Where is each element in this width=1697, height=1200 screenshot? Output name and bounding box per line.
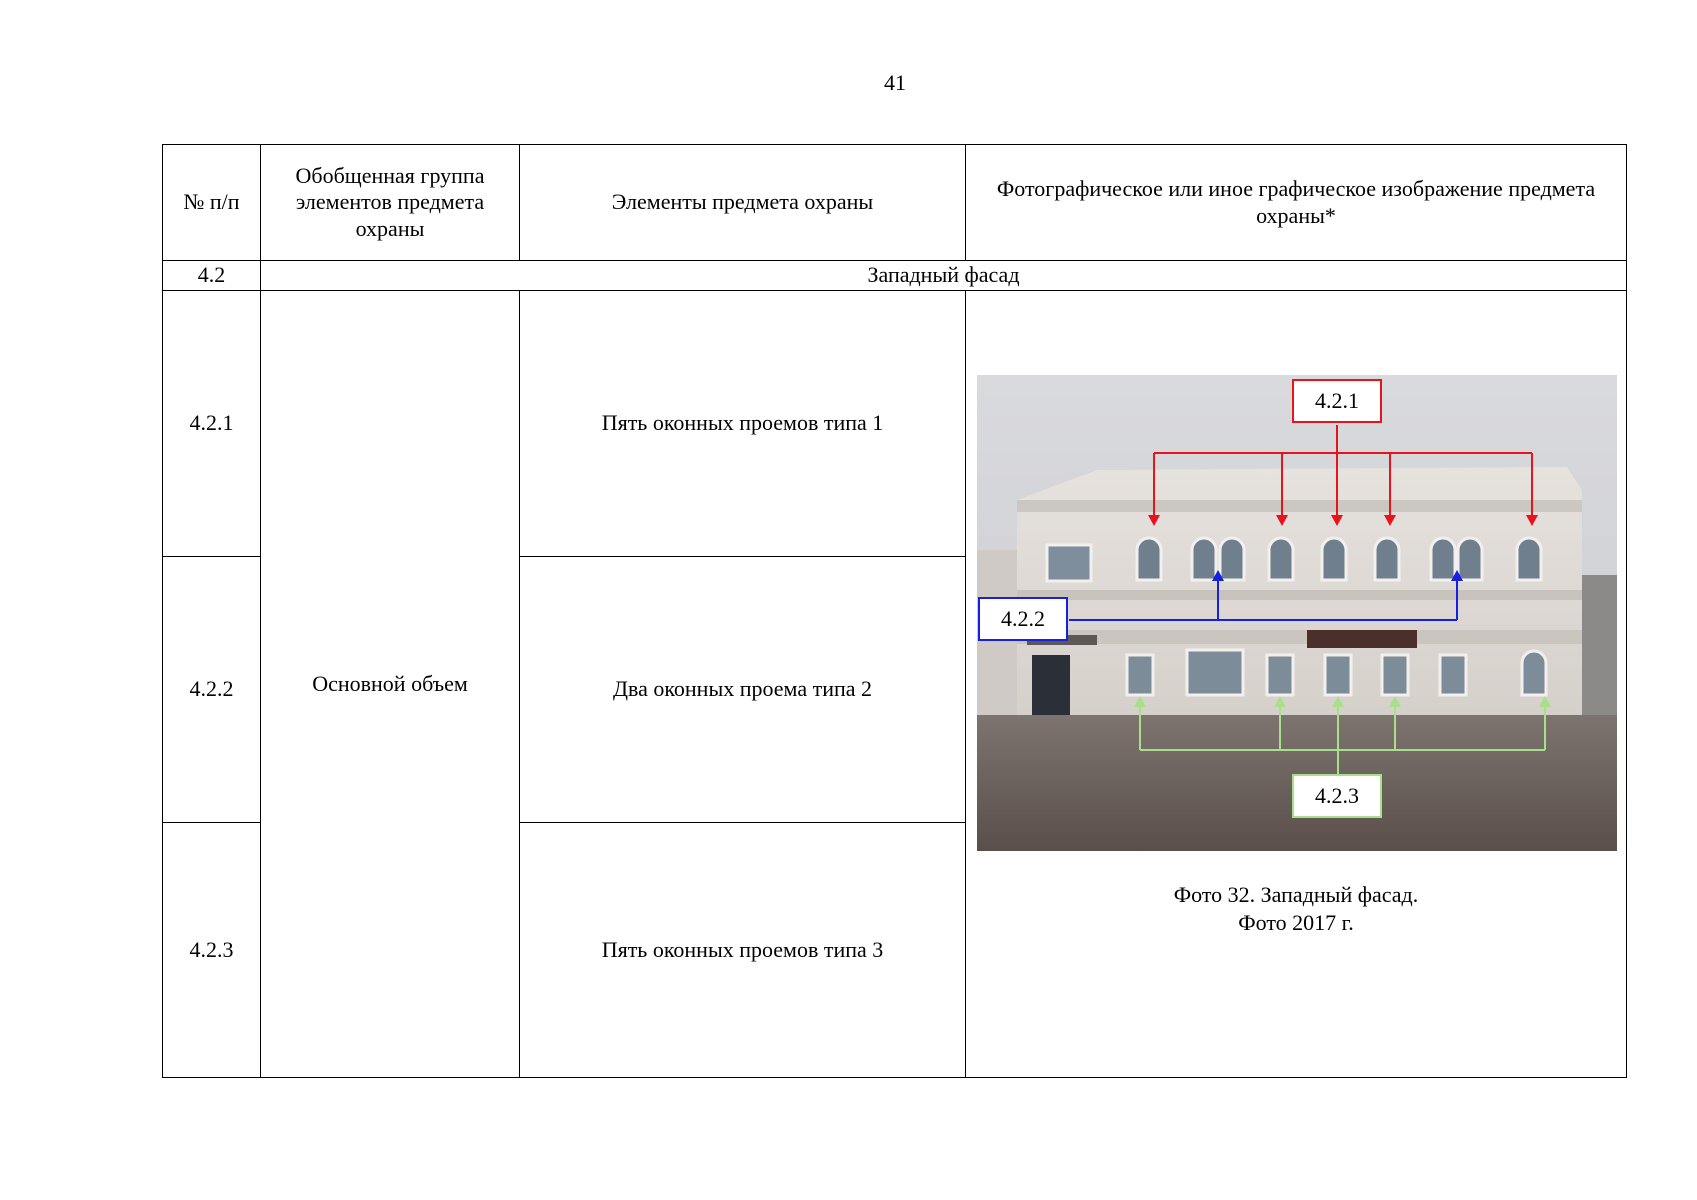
callout-4-2-3: 4.2.3 — [1292, 774, 1382, 818]
caption-line-2: Фото 2017 г. — [1238, 909, 1354, 935]
row-num: 4.2.3 — [163, 823, 261, 1078]
callout-4-2-1: 4.2.1 — [1292, 379, 1382, 423]
table-header-row — [163, 145, 1627, 261]
photo-caption — [966, 881, 1626, 936]
header-elements: Элементы предмета охраны — [520, 145, 966, 261]
row-num: 4.2.2 — [163, 557, 261, 823]
row-element: Пять оконных проемов типа 1 — [520, 291, 966, 557]
section-num: 4.2 — [163, 261, 261, 291]
header-num: № п/п — [163, 145, 261, 261]
table-row — [163, 291, 1627, 557]
page-number: 41 — [884, 70, 906, 95]
facade-photo — [977, 375, 1617, 851]
protection-table — [162, 144, 1627, 1078]
callout-4-2-2: 4.2.2 — [978, 597, 1068, 641]
photo-cell — [966, 291, 1627, 1078]
row-num: 4.2.1 — [163, 291, 261, 557]
section-title: Западный фасад — [261, 261, 1627, 291]
section-row — [163, 261, 1627, 291]
group-name: Основной объем — [261, 291, 520, 1078]
caption-line-1: Фото 32. Западный фасад. — [1173, 882, 1419, 907]
header-image: Фотографическое или иное графическое изображение предмета охраны* — [966, 145, 1627, 261]
header-group: Обобщенная группа элементов предмета охраны — [261, 145, 520, 261]
row-element: Пять оконных проемов типа 3 — [520, 823, 966, 1078]
row-element: Два оконных проема типа 2 — [520, 557, 966, 823]
